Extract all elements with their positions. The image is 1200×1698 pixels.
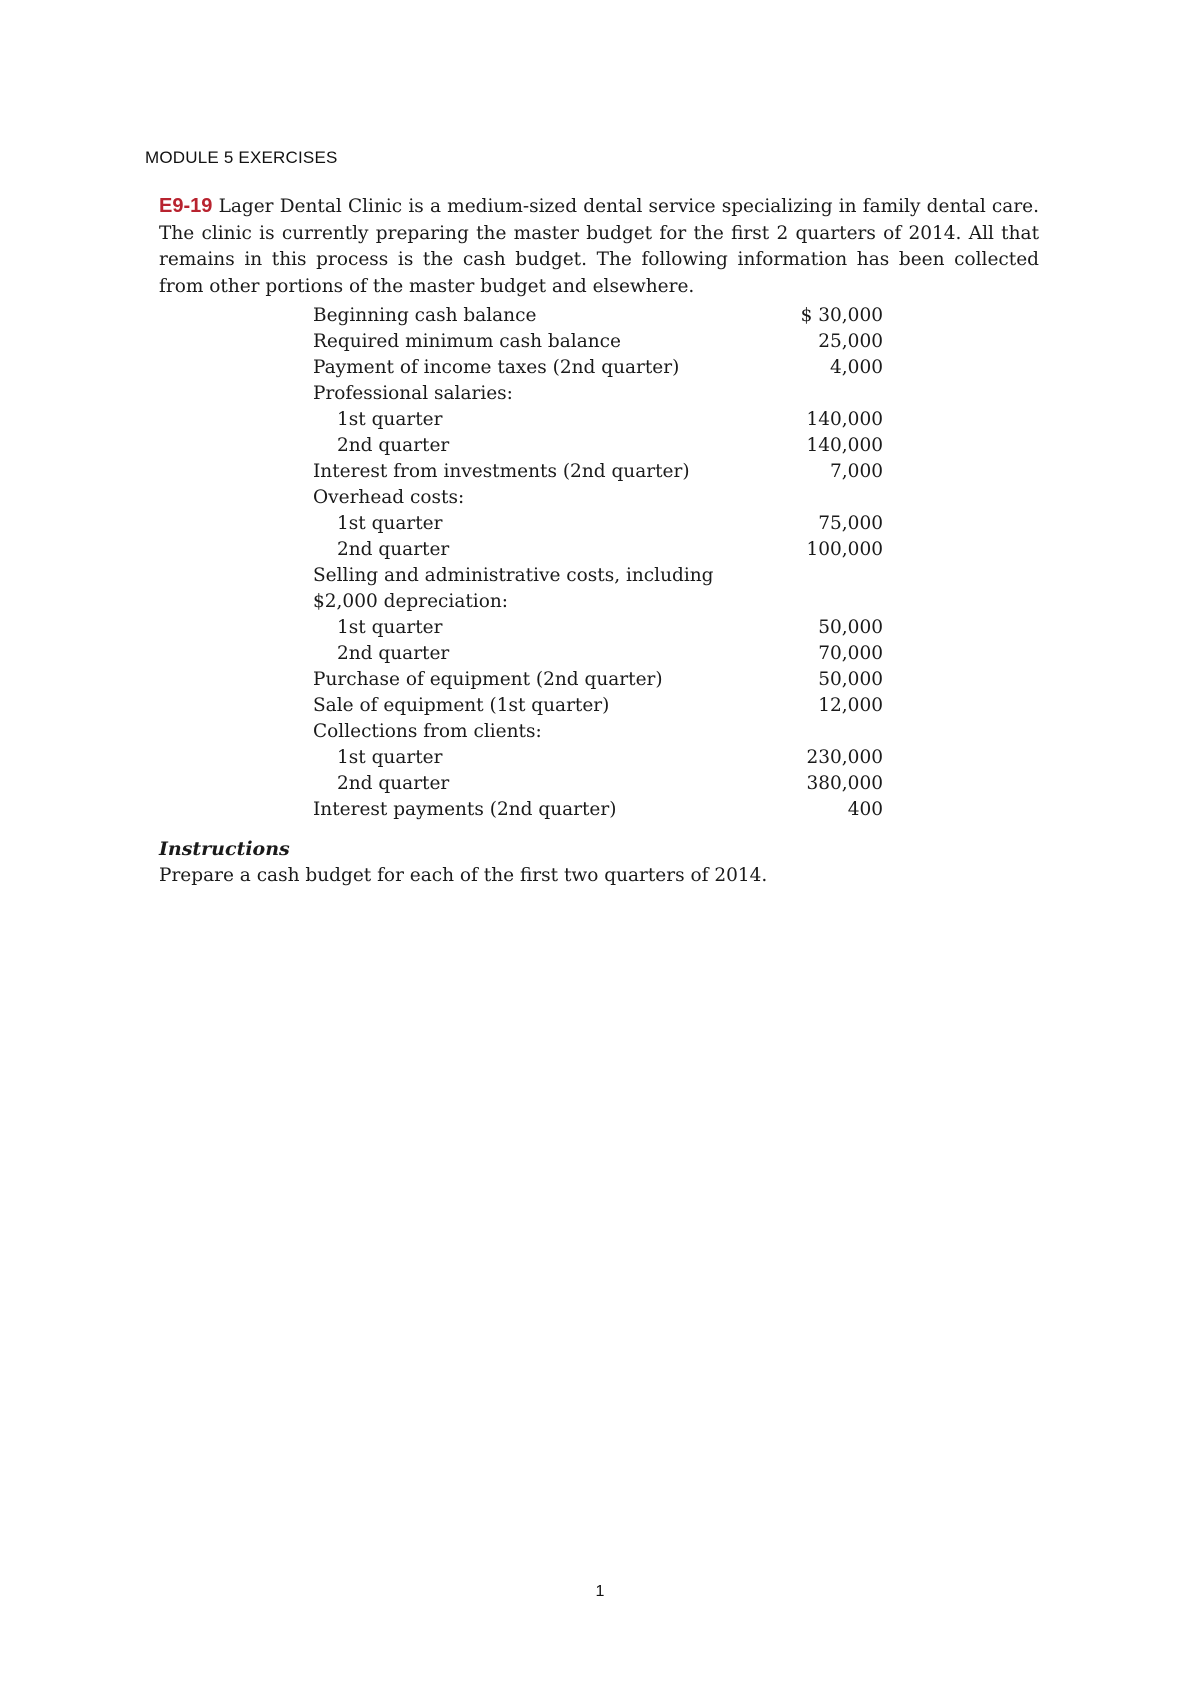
module-title: MODULE 5 EXERCISES <box>145 148 338 167</box>
budget-label: Interest from investments (2nd quarter) <box>313 461 690 482</box>
budget-label: Beginning cash balance <box>313 305 537 326</box>
budget-row <box>313 459 883 485</box>
instructions-text: Prepare a cash budget for each of the first two quarters of 2014. <box>159 865 768 886</box>
instructions-heading: Instructions <box>159 838 290 860</box>
budget-row <box>313 563 883 589</box>
budget-row <box>313 381 883 407</box>
budget-row <box>313 693 883 719</box>
budget-amount: 140,000 <box>806 435 883 456</box>
budget-label: Required minimum cash balance <box>313 331 621 352</box>
budget-label: Payment of income taxes (2nd quarter) <box>313 357 680 378</box>
budget-row <box>313 407 883 433</box>
budget-amount: 50,000 <box>818 617 883 638</box>
budget-label: 1st quarter <box>337 617 443 638</box>
budget-label: 2nd quarter <box>337 773 450 794</box>
budget-label: Interest payments (2nd quarter) <box>313 799 617 820</box>
budget-amount: 100,000 <box>806 539 883 560</box>
budget-row <box>313 797 883 823</box>
budget-label: $2,000 depreciation: <box>313 591 508 612</box>
budget-row <box>313 745 883 771</box>
budget-row <box>313 719 883 745</box>
budget-amount: 380,000 <box>806 773 883 794</box>
budget-label: 2nd quarter <box>337 435 450 456</box>
budget-amount: 230,000 <box>806 747 883 768</box>
budget-amount: 75,000 <box>818 513 883 534</box>
budget-label: 1st quarter <box>337 409 443 430</box>
exercise-paragraph <box>159 193 1039 300</box>
budget-amount: 140,000 <box>806 409 883 430</box>
budget-amount: 12,000 <box>818 695 883 716</box>
budget-row <box>313 433 883 459</box>
budget-row <box>313 615 883 641</box>
budget-label: Collections from clients: <box>313 721 542 742</box>
budget-label: 1st quarter <box>337 513 443 534</box>
budget-label: Selling and administrative costs, including <box>313 565 714 586</box>
budget-row <box>313 667 883 693</box>
budget-row <box>313 589 883 615</box>
page-number: 1 <box>595 1583 605 1600</box>
budget-label: Professional salaries: <box>313 383 513 404</box>
budget-row <box>313 641 883 667</box>
budget-row <box>313 355 883 381</box>
budget-row <box>313 771 883 797</box>
budget-amount: 7,000 <box>830 461 883 482</box>
budget-amount: 25,000 <box>818 331 883 352</box>
budget-amount: 4,000 <box>830 357 883 378</box>
budget-label: 2nd quarter <box>337 539 450 560</box>
budget-amount: 400 <box>847 799 883 820</box>
budget-amount: 70,000 <box>818 643 883 664</box>
budget-label: Sale of equipment (1st quarter) <box>313 695 610 716</box>
budget-label: Purchase of equipment (2nd quarter) <box>313 669 663 690</box>
budget-label: Overhead costs: <box>313 487 465 508</box>
budget-row <box>313 511 883 537</box>
budget-row <box>313 537 883 563</box>
exercise-number: E9-19 <box>159 195 213 217</box>
budget-label: 2nd quarter <box>337 643 450 664</box>
budget-row <box>313 303 883 329</box>
budget-row <box>313 485 883 511</box>
exercise-text: Lager Dental Clinic is a medium-sized dental service specializing in family dental care. The clinic is currently preparing the master budget for the first 2 quarters of 2014. All that remains in this process is the cash budget. The following information has been collected from other portions of the master budget and elsewhere. <box>159 196 1040 297</box>
budget-label: 1st quarter <box>337 747 443 768</box>
budget-amount: $ 30,000 <box>800 305 883 326</box>
budget-data-list <box>313 303 883 823</box>
budget-amount: 50,000 <box>818 669 883 690</box>
budget-row <box>313 329 883 355</box>
